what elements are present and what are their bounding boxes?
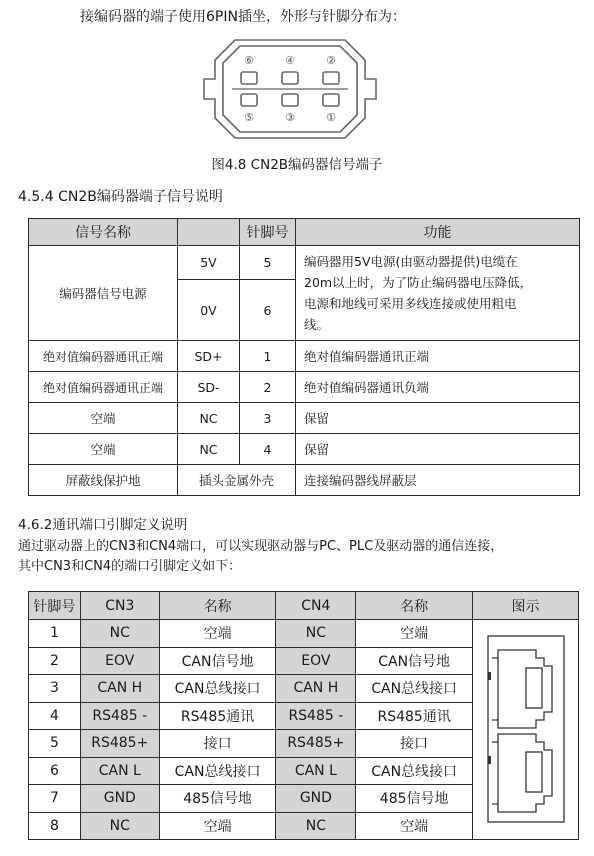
pin-label-bottom-2: ③ (285, 111, 295, 124)
pin-cell: 5 (240, 246, 296, 280)
pin-label-bottom-3: ① (326, 111, 336, 124)
paragraph-line: 其中CN3和CN4的端口引脚定义如下： (18, 559, 242, 574)
cn4-cell: RS485 - (276, 702, 356, 730)
pin-cell: 4 (240, 434, 296, 465)
cn3-cell: RS485+ (80, 730, 159, 758)
name-cell: CAN总线接口 (356, 675, 473, 703)
pin-label-bottom-1: ⑤ (244, 111, 254, 124)
cn3-cell: CAN H (80, 675, 159, 703)
name-cell: 485信号地 (159, 785, 276, 813)
power-function-cell (296, 246, 580, 341)
table-row (29, 341, 580, 372)
table-row (29, 372, 580, 403)
paragraph-line: 通过驱动器上的CN3和CN4端口，可以实现驱动器与PC、PLC及驱动器的通信连接， (18, 539, 504, 554)
cn4-cell: CAN H (276, 675, 356, 703)
name-cell: CAN信号地 (356, 647, 473, 675)
cn4-cell: CAN L (276, 757, 356, 785)
header-cn4: CN4 (276, 592, 356, 620)
signal-name-cell: 屏蔽线保护地 (29, 465, 178, 496)
function-line: 线。 (304, 317, 330, 332)
table-header-row (29, 592, 579, 620)
signal-cell: SD+ (178, 341, 240, 372)
cn3-cell: NC (80, 620, 159, 648)
table-row (29, 620, 579, 648)
name-cell: CAN总线接口 (159, 675, 276, 703)
function-line: 编码器用5V电源(由驱动器提供)电缆在 (304, 254, 518, 269)
signal-name-cell: 空端 (29, 434, 178, 465)
function-cell: 绝对值编码器通讯正端 (296, 341, 580, 372)
name-cell: 485信号地 (356, 785, 473, 813)
function-line: 电源和地线可采用多线连接或使用粗电 (304, 296, 517, 311)
pin-label-top-2: ④ (285, 54, 295, 67)
section-title-cn2b: 4.5.4 CN2B编码器端子信号说明 (18, 189, 223, 205)
pin-cell: 2 (29, 647, 81, 675)
cn4-cell: EOV (276, 647, 356, 675)
cn4-cell: NC (276, 620, 356, 648)
signal-cell: 0V (178, 280, 240, 341)
pin-cell: 1 (240, 341, 296, 372)
name-cell: CAN总线接口 (356, 757, 473, 785)
table-header-row (29, 219, 580, 246)
name-cell: CAN信号地 (159, 647, 276, 675)
signal-cell: SD- (178, 372, 240, 403)
pin-cell: 7 (29, 785, 81, 813)
table-row (29, 403, 580, 434)
section-title-comm-port: 4.6.2通讯端口引脚定义说明 (18, 517, 188, 533)
name-cell: RS485通讯 (356, 702, 473, 730)
cn3-cell: NC (80, 812, 159, 840)
table-row (29, 434, 580, 465)
cn3-cell: GND (80, 785, 159, 813)
signal-name-cell: 绝对值编码器通讯正端 (29, 341, 178, 372)
cn3-cell: EOV (80, 647, 159, 675)
signal-cell: 5V (178, 246, 240, 280)
table-row (29, 465, 580, 496)
cn3-cell: CAN L (80, 757, 159, 785)
header-function: 功能 (296, 219, 580, 246)
name-cell: 空端 (159, 812, 276, 840)
pin-cell: 1 (29, 620, 81, 648)
name-cell: 接口 (356, 730, 473, 758)
pin-cell: 3 (29, 675, 81, 703)
cn3-cn4-pin-table (28, 591, 579, 840)
cn3-cell: RS485 - (80, 702, 159, 730)
cn4-cell: GND (276, 785, 356, 813)
rj45-port-diagram (476, 628, 576, 828)
header-blank (178, 219, 240, 246)
function-cell: 保留 (296, 403, 580, 434)
header-name: 名称 (356, 592, 473, 620)
power-signal-name: 编码器信号电源 (29, 246, 178, 341)
header-diagram: 图示 (473, 592, 579, 620)
cn2b-signal-table (28, 218, 580, 496)
signal-name-cell: 空端 (29, 403, 178, 434)
header-cn3: CN3 (80, 592, 159, 620)
function-line: 20m以上时，为了防止编码器电压降低， (304, 275, 533, 290)
pin-label-top-1: ⑥ (244, 54, 254, 67)
function-cell: 保留 (296, 434, 580, 465)
signal-name-cell: 绝对值编码器通讯正端 (29, 372, 178, 403)
cn2b-connector-drawing (200, 34, 380, 144)
cn4-cell: NC (276, 812, 356, 840)
header-signal-name: 信号名称 (29, 219, 178, 246)
intro-text: 接编码器的端子使用6PIN插坐，外形与针脚分布为： (80, 9, 406, 25)
name-cell: 空端 (356, 620, 473, 648)
figure-caption: 图4.8 CN2B编码器信号端子 (211, 157, 383, 173)
pin-cell: 5 (29, 730, 81, 758)
signal-cell: NC (178, 403, 240, 434)
signal-cell: 插头金属外壳 (178, 465, 296, 496)
header-pin-number: 针脚号 (240, 219, 296, 246)
pin-cell: 6 (29, 757, 81, 785)
pin-cell: 2 (240, 372, 296, 403)
pin-cell: 4 (29, 702, 81, 730)
signal-cell: NC (178, 434, 240, 465)
name-cell: RS485通讯 (159, 702, 276, 730)
pin-cell: 8 (29, 812, 81, 840)
pin-cell: 3 (240, 403, 296, 434)
cn4-cell: RS485+ (276, 730, 356, 758)
name-cell: 接口 (159, 730, 276, 758)
name-cell: CAN总线接口 (159, 757, 276, 785)
port-diagram-cell (473, 620, 579, 840)
function-cell: 绝对值编码器通讯负端 (296, 372, 580, 403)
name-cell: 空端 (356, 812, 473, 840)
header-name: 名称 (159, 592, 276, 620)
name-cell: 空端 (159, 620, 276, 648)
pin-cell: 6 (240, 280, 296, 341)
pin-label-top-3: ② (326, 54, 336, 67)
header-pin-number: 针脚号 (29, 592, 81, 620)
table-row (29, 246, 580, 280)
function-cell: 连接编码器线屏蔽层 (296, 465, 580, 496)
